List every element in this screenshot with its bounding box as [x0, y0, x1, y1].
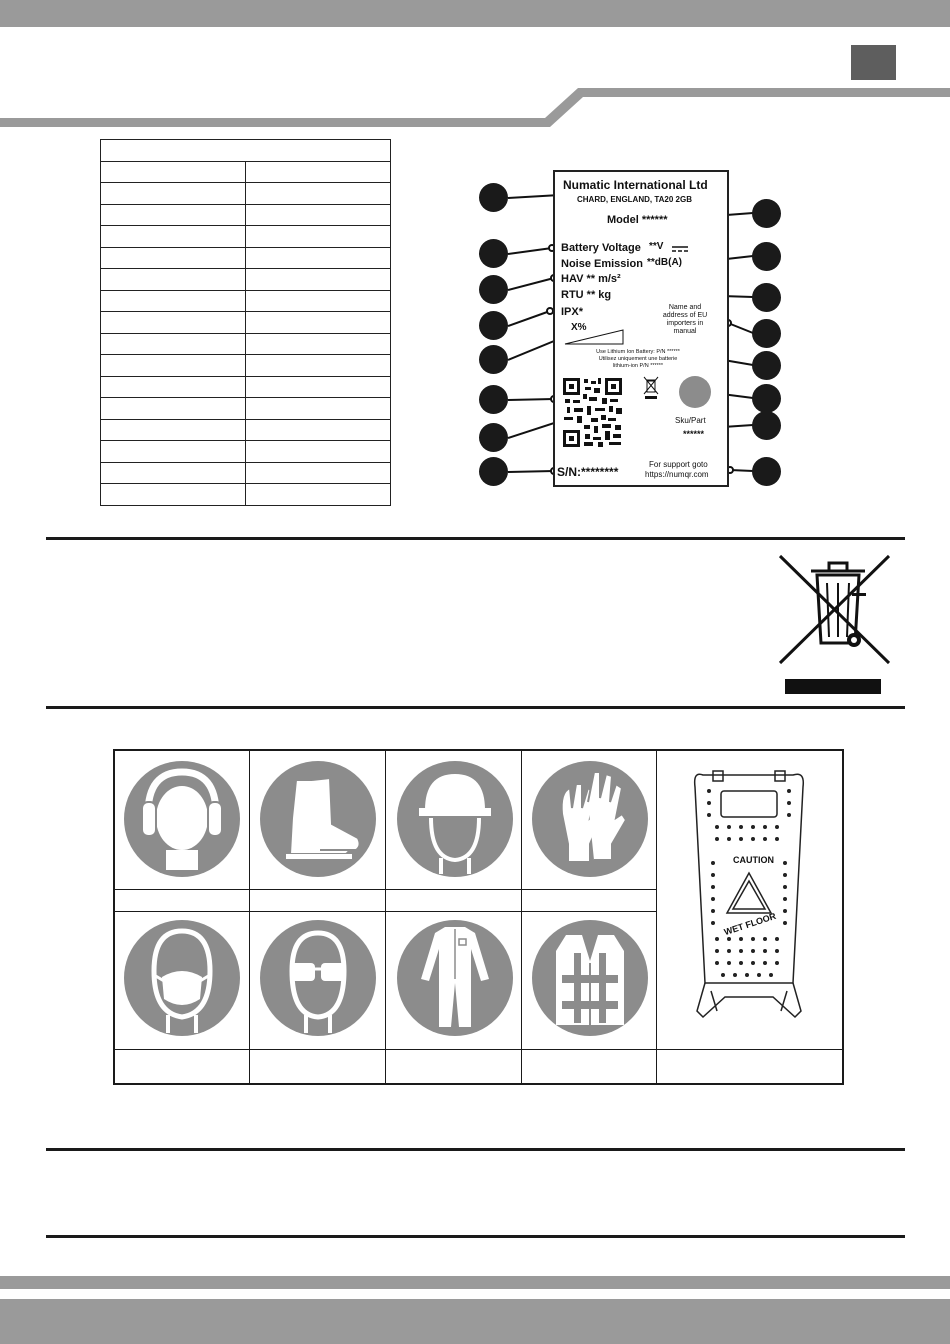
sign-wet-floor-label: WET FLOOR — [722, 910, 778, 938]
plate-battery-voltage-value: **V — [649, 241, 664, 252]
callout-marker — [752, 242, 781, 271]
hi-vis-vest-icon — [532, 917, 649, 1039]
callout-marker — [752, 199, 781, 228]
sign-caution-label: CAUTION — [733, 855, 774, 865]
section-divider — [46, 1148, 905, 1151]
callout-marker — [752, 283, 781, 312]
page-number-tab — [851, 45, 896, 80]
gloves-icon — [532, 758, 649, 880]
ear-protection-icon — [124, 758, 241, 880]
plate-eu-importers: Name and address of EU importers in manual — [662, 304, 708, 335]
callout-marker — [479, 345, 508, 374]
section-divider — [46, 1235, 905, 1238]
plate-battery-note: Use Lithium Ion Battery: P/N ****** Utilisez uniquement une batterie lithium-ion P/N ****** — [596, 349, 680, 369]
plate-battery-voltage-label: Battery Voltage — [561, 242, 641, 254]
label-legend-table — [100, 139, 391, 506]
plate-address: CHARD, ENGLAND, TA20 2GB — [577, 195, 692, 204]
callout-marker — [479, 423, 508, 452]
table-row — [101, 247, 391, 269]
callout-marker — [752, 319, 781, 348]
plate-serial: S/N:******** — [557, 465, 619, 479]
callout-marker — [479, 311, 508, 340]
face-mask-icon — [124, 917, 241, 1039]
table-header-row — [101, 140, 391, 162]
table-row — [101, 226, 391, 248]
plate-company: Numatic International Ltd — [563, 178, 708, 192]
plate-slope: X% — [571, 322, 587, 333]
plate-hav: HAV ** m/s² — [561, 273, 621, 285]
plate-rtu: RTU ** kg — [561, 289, 612, 301]
weee-crossed-bin-icon — [777, 553, 892, 698]
weee-crossed-bin-icon — [643, 376, 659, 400]
table-row — [101, 376, 391, 398]
callout-marker — [752, 411, 781, 440]
plate-noise-value: **dB(A) — [647, 257, 682, 268]
table-row — [101, 183, 391, 205]
table-row — [101, 355, 391, 377]
table-row — [101, 161, 391, 183]
table-row — [101, 398, 391, 420]
plate-sku-label: Sku/Part — [675, 416, 706, 425]
header-swoosh — [0, 80, 950, 130]
table-row — [101, 419, 391, 441]
table-row — [101, 204, 391, 226]
dc-symbol-icon — [671, 245, 689, 253]
coverall-icon — [397, 917, 514, 1039]
callout-marker — [752, 457, 781, 486]
plate-sku-value: ****** — [683, 429, 705, 439]
safety-boots-icon — [260, 758, 377, 880]
plate-ipx: IPX* — [561, 306, 584, 318]
slope-wedge-icon — [563, 328, 625, 346]
wet-floor-sign-icon — [683, 763, 813, 1043]
section-divider — [46, 706, 905, 709]
table-row — [101, 312, 391, 334]
qr-code-icon — [563, 378, 623, 448]
footer-band — [0, 1299, 950, 1344]
callout-marker — [752, 384, 781, 413]
header-bar — [0, 0, 950, 27]
callout-marker — [479, 385, 508, 414]
callout-marker — [479, 275, 508, 304]
callout-marker — [479, 239, 508, 268]
table-row — [101, 462, 391, 484]
table-row — [101, 484, 391, 506]
table-row — [101, 269, 391, 291]
plate-support-line2: https://numqr.com — [645, 470, 709, 479]
callout-marker — [752, 351, 781, 380]
rating-plate — [553, 170, 729, 487]
table-row — [101, 333, 391, 355]
callout-marker — [479, 457, 508, 486]
table-row — [101, 441, 391, 463]
table-row — [101, 290, 391, 312]
plate-noise-label: Noise Emission — [561, 258, 643, 270]
plate-model: Model ****** — [607, 214, 668, 226]
safety-glasses-icon — [260, 917, 377, 1039]
callout-marker — [479, 183, 508, 212]
plate-support-line1: For support goto — [649, 460, 708, 469]
hard-hat-icon — [397, 758, 514, 880]
ppe-grid — [113, 749, 844, 1085]
recycling-logo-icon — [679, 376, 711, 408]
footer-bar — [0, 1276, 950, 1289]
section-divider — [46, 537, 905, 540]
